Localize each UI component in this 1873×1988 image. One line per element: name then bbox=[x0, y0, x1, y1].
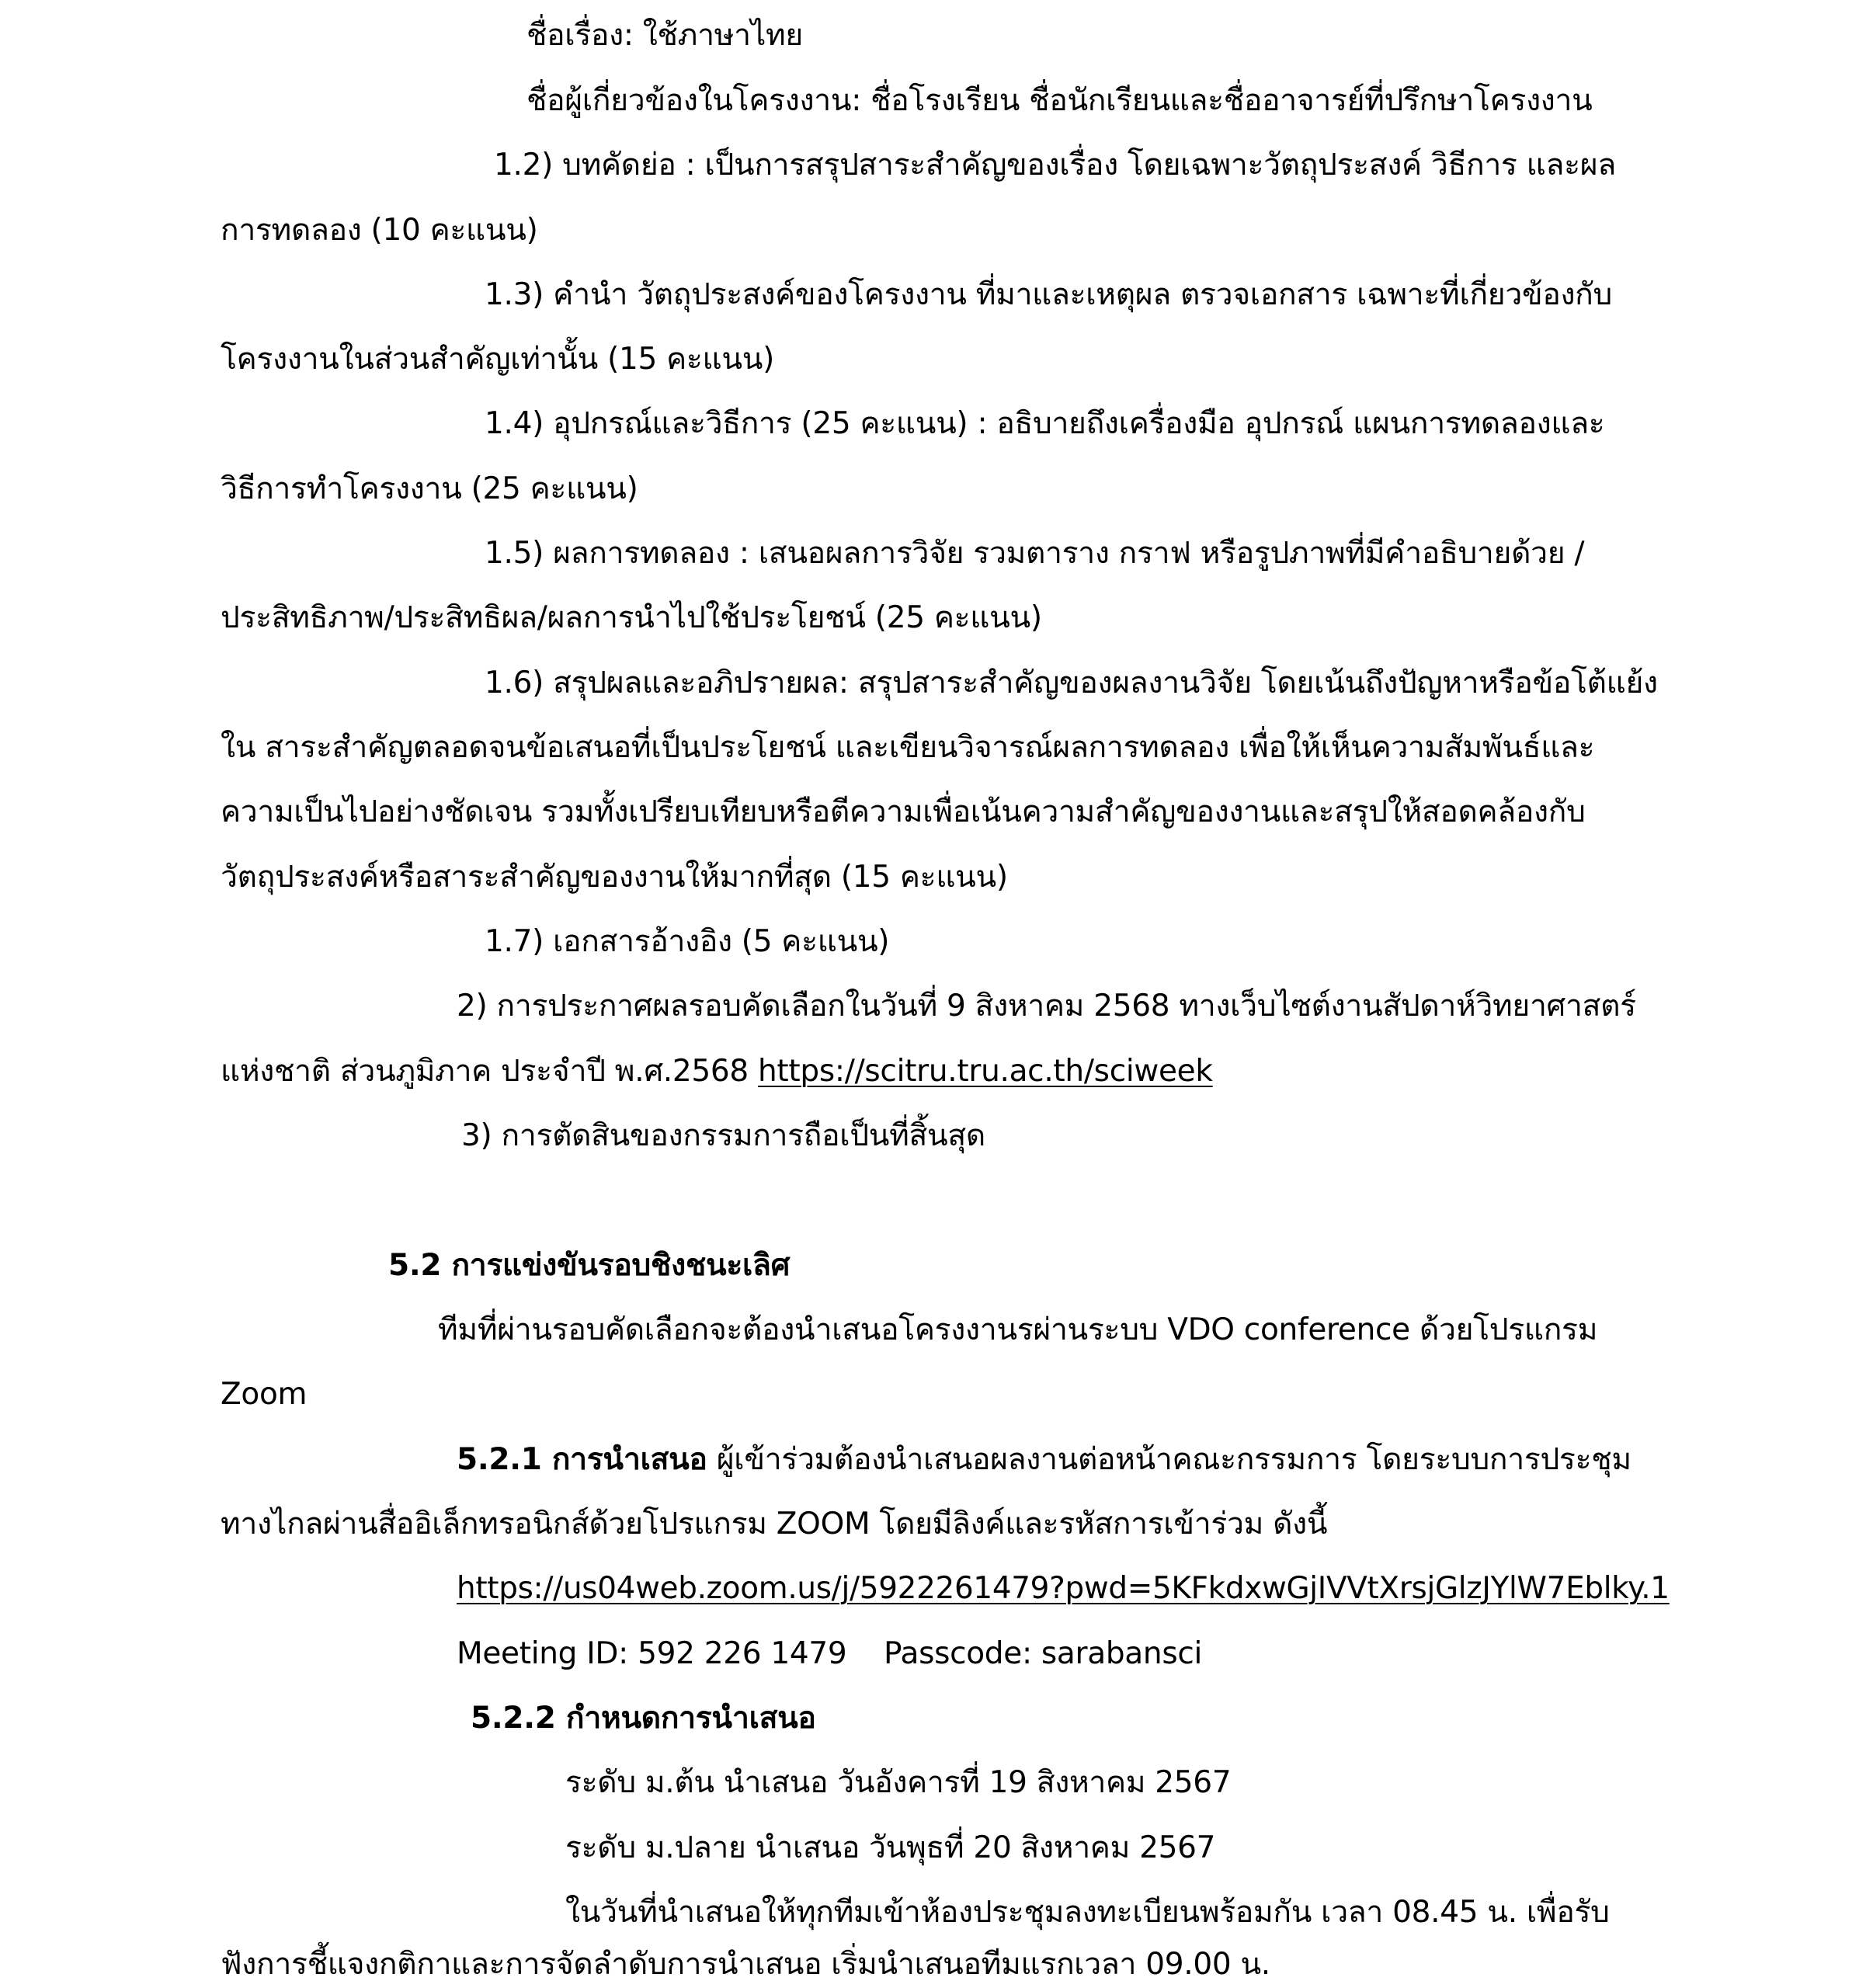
subsection-5-2-1-text: ผู้เข้าร่วมต้องนำเสนอผลงานต่อหน้าคณะกรรมการ โดยระบบการประชุม bbox=[707, 1442, 1631, 1477]
project-people-line: ชื่อผู้เกี่ยวข้องในโครงงาน: ชื่อโรงเรียน ชื่อนักเรียนและชื่ออาจารย์ที่ปรึกษาโครงงาน bbox=[526, 83, 1593, 118]
subsection-5-2-1 bbox=[457, 1437, 1631, 1483]
criteria-1-4: 1.4) อุปกรณ์และวิธีการ (25 คะแนน) : อธิบายถึงเครื่องมือ อุปกรณ์ แผนการทดลองและ bbox=[485, 406, 1605, 441]
meeting-id: Meeting ID: 592 226 1479 bbox=[457, 1636, 847, 1671]
meeting-passcode: Passcode: sarabansci bbox=[884, 1636, 1203, 1671]
criteria-1-6-continued-1: ใน สาระสำคัญตลอดจนข้อเสนอที่เป็นประโยชน์ และเขียนวิจารณ์ผลการทดลอง เพื่อให้เห็นความสัมพันธ์และ bbox=[221, 730, 1595, 765]
criteria-1-3-continued: โครงงานในส่วนสำคัญเท่านั้น (15 คะแนน) bbox=[221, 342, 775, 377]
criteria-1-2-continued: การทดลอง (10 คะแนน) bbox=[221, 213, 538, 248]
schedule-upper-secondary: ระดับ ม.ปลาย นำเสนอ วันพุธที่ 20 สิงหาคม 2567 bbox=[565, 1830, 1216, 1865]
criteria-1-5: 1.5) ผลการทดลอง : เสนอผลการวิจัย รวมตาราง กราฟ หรือรูปภาพที่มีคำอธิบายด้วย / bbox=[485, 536, 1585, 571]
criteria-1-6-continued-3: วัตถุประสงค์หรือสาระสำคัญของงานให้มากที่สุด (15 คะแนน) bbox=[221, 860, 1008, 895]
zoom-link[interactable]: https://us04web.zoom.us/j/5922261479?pwd=5KFkdxwGjIVVtXrsjGlzJYlW7Eblky.1 bbox=[457, 1571, 1670, 1606]
rule-3: 3) การตัดสินของกรรมการถือเป็นที่สิ้นสุด bbox=[461, 1118, 985, 1153]
subsection-5-2-2-heading: 5.2.2 กำหนดการนำเสนอ bbox=[471, 1701, 816, 1736]
criteria-1-6: 1.6) สรุปผลและอภิปรายผล: สรุปสาระสำคัญของผลงานวิจัย โดยเน้นถึงปัญหาหรือข้อโต้แย้ง bbox=[485, 666, 1658, 700]
sciweek-link[interactable]: https://scitru.tru.ac.th/sciweek bbox=[758, 1054, 1213, 1089]
section-5-2-text: ทีมที่ผ่านรอบคัดเลือกจะต้องนำเสนอโครงงานรผ่านระบบ VDO conference ด้วยโปรแกรม bbox=[438, 1312, 1598, 1347]
criteria-1-2: 1.2) บทคัดย่อ : เป็นการสรุปสาระสำคัญของเรื่อง โดยเฉพาะวัตถุประสงค์ วิธีการ และผล bbox=[494, 148, 1616, 182]
subsection-5-2-1-continued: ทางไกลผ่านสื่ออิเล็กทรอนิกส์ด้วยโปรแกรม ZOOM โดยมีลิงค์และรหัสการเข้าร่วม ดังนี้ bbox=[221, 1507, 1328, 1541]
rule-2-continued-text: แห่งชาติ ส่วนภูมิภาค ประจำปี พ.ศ.2568 bbox=[221, 1054, 759, 1089]
criteria-1-5-continued: ประสิทธิภาพ/ประสิทธิผล/ผลการนำไปใช้ประโยชน์ (25 คะแนน) bbox=[221, 600, 1042, 635]
criteria-1-3: 1.3) คำนำ วัตถุประสงค์ของโครงงาน ที่มาและเหตุผล ตรวจเอกสาร เฉพาะที่เกี่ยวข้องกับ bbox=[485, 277, 1612, 312]
presentation-note: ในวันที่นำเสนอให้ทุกทีมเข้าห้องประชุมลงทะเบียนพร้อมกัน เวลา 08.45 น. เพื่อรับ bbox=[565, 1895, 1610, 1930]
subsection-5-2-1-heading: 5.2.1 การนำเสนอ bbox=[457, 1442, 707, 1477]
presentation-note-continued: ฟังการชี้แจงกติกาและการจัดลำดับการนำเสนอ เริ่มนำเสนอทีมแรกเวลา 09.00 น. bbox=[221, 1947, 1270, 1982]
section-5-2-text-continued: Zoom bbox=[221, 1377, 308, 1412]
schedule-lower-secondary: ระดับ ม.ต้น นำเสนอ วันอังคารที่ 19 สิงหาคม 2567 bbox=[565, 1765, 1232, 1800]
criteria-1-7: 1.7) เอกสารอ้างอิง (5 คะแนน) bbox=[485, 924, 890, 959]
rule-2-continued bbox=[221, 1048, 1213, 1095]
section-5-2-heading: 5.2 การแข่งขันรอบชิงชนะเลิศ bbox=[388, 1248, 791, 1283]
criteria-1-6-continued-2: ความเป็นไปอย่างชัดเจน รวมทั้งเปรียบเทียบหรือตีความเพื่อเน้นความสำคัญของงานและสรุปให้สอดคล้องกับ bbox=[221, 794, 1586, 829]
project-title-line: ชื่อเรื่อง: ใช้ภาษาไทย bbox=[526, 18, 803, 53]
criteria-1-4-continued: วิธีการทำโครงงาน (25 คะแนน) bbox=[221, 471, 638, 506]
rule-2: 2) การประกาศผลรอบคัดเลือกในวันที่ 9 สิงหาคม 2568 ทางเว็บไซต์งานสัปดาห์วิทยาศาสตร์ bbox=[457, 989, 1636, 1024]
